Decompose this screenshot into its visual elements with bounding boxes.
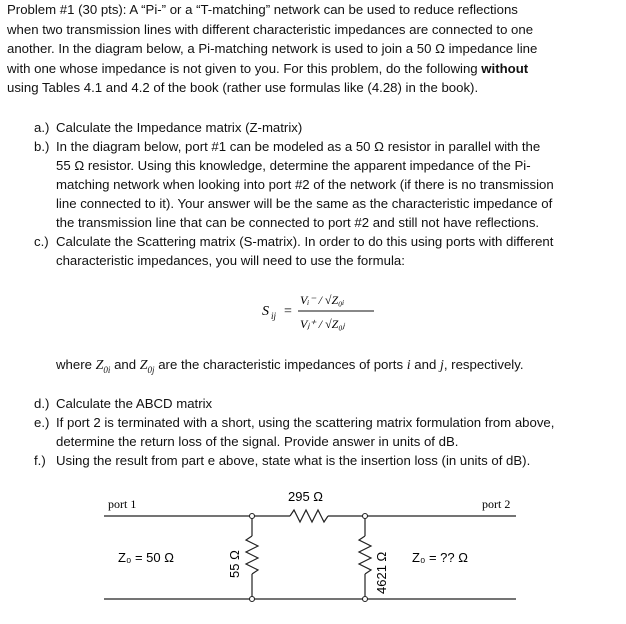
formula-lhs: S	[262, 304, 269, 319]
shunt1-resistor	[246, 536, 258, 574]
task-label: f.)	[34, 453, 46, 468]
task-line: Calculate the ABCD matrix	[56, 396, 213, 411]
intro-bold: without	[481, 60, 529, 76]
shunt1-label: 55 Ω	[227, 550, 242, 578]
task-label: a.)	[34, 120, 50, 135]
task-label: c.)	[34, 234, 49, 249]
task-line: Using the result from part e above, state what is the insertion loss (in units of dB).	[56, 453, 531, 468]
task-line: Calculate the Scattering matrix (S-matrix). In order to do this using ports with different	[56, 234, 554, 249]
task-label: d.)	[34, 396, 50, 411]
task-line: matching network when looking into port #2 of the network (if there is no transmission	[56, 177, 554, 192]
task-list-1	[34, 118, 619, 270]
formula-num: Vᵢ⁻ / √Z₀ᵢ	[300, 293, 345, 307]
series-resistor-label: 295 Ω	[288, 489, 324, 504]
terminal	[363, 514, 368, 519]
z-left-label: Z₀ = 50 Ω	[118, 550, 174, 565]
s-parameter-formula	[258, 284, 378, 336]
task-line: 55 Ω resistor. Using this knowledge, determine the apparent impedance of the Pi-	[56, 158, 531, 173]
terminal	[363, 597, 368, 602]
z0j-symbol: $Z_{0j}$	[139, 358, 155, 375]
task-line: In the diagram below, port #1 can be modeled as a 50 Ω resistor in parallel with the	[56, 139, 541, 154]
terminal	[250, 514, 255, 519]
z-right-label: Z₀ = ?? Ω	[412, 550, 468, 565]
port1-label: port 1	[108, 497, 137, 511]
formula-eq: =	[284, 304, 292, 319]
series-resistor	[290, 510, 328, 522]
task-item	[34, 394, 619, 413]
where-text: , respectively.	[443, 357, 524, 372]
task-item	[34, 137, 619, 232]
where-text: where	[56, 357, 96, 372]
task-label: b.)	[34, 139, 50, 154]
formula-lhs-sub: ij	[271, 311, 277, 321]
intro-line: when two transmission lines with different characteristic impedances are connected to one	[7, 21, 534, 37]
z0i-symbol: $Z_{0i}$	[95, 358, 111, 375]
task-item	[34, 413, 619, 451]
intro-line: another. In the diagram below, a Pi-matching network is used to join a 50 Ω impedance line	[7, 41, 538, 57]
shunt2-label: 4621 Ω	[374, 551, 389, 594]
intro-text: with one whose impedance is not given to you. For this problem, do the following	[7, 60, 482, 76]
intro-line: using Tables 4.1 and 4.2 of the book (rather use formulas like (4.28) in the book).	[7, 80, 479, 96]
task-line: If port 2 is terminated with a short, using the scattering matrix formulation from above,	[56, 415, 555, 430]
task-line: the transmission line that can be connected to port #2 and still not have reflections.	[56, 215, 540, 230]
intro-line	[7, 59, 619, 79]
task-label: e.)	[34, 415, 50, 430]
j-symbol: j	[439, 358, 444, 373]
formula-explanation	[56, 356, 523, 379]
task-list-2	[34, 394, 619, 470]
task-item	[34, 232, 619, 270]
where-text: and	[110, 357, 140, 372]
shunt2-resistor	[359, 536, 371, 574]
pi-network-diagram	[0, 478, 626, 624]
formula-den: Vⱼ⁺ / √Z₀ⱼ	[300, 317, 345, 331]
task-line: line connected to it). Your answer will be the same as the characteristic impedance of	[56, 196, 553, 211]
task-line: characteristic impedances, you will need to use the formula:	[56, 253, 405, 268]
task-line: Calculate the Impedance matrix (Z-matrix)	[56, 120, 303, 135]
problem-intro	[7, 0, 619, 98]
task-line: determine the return loss of the signal. Provide answer in units of dB.	[56, 434, 459, 449]
terminal	[250, 597, 255, 602]
task-item	[34, 451, 619, 470]
where-text: and	[410, 357, 440, 372]
task-item	[34, 118, 619, 137]
intro-line: Problem #1 (30 pts): A “Pi-” or a “T-matching” network can be used to reduce reflections	[7, 2, 518, 17]
where-text: are the characteristic impedances of ports	[154, 357, 407, 372]
port2-label: port 2	[482, 497, 511, 511]
i-symbol: i	[406, 358, 411, 373]
